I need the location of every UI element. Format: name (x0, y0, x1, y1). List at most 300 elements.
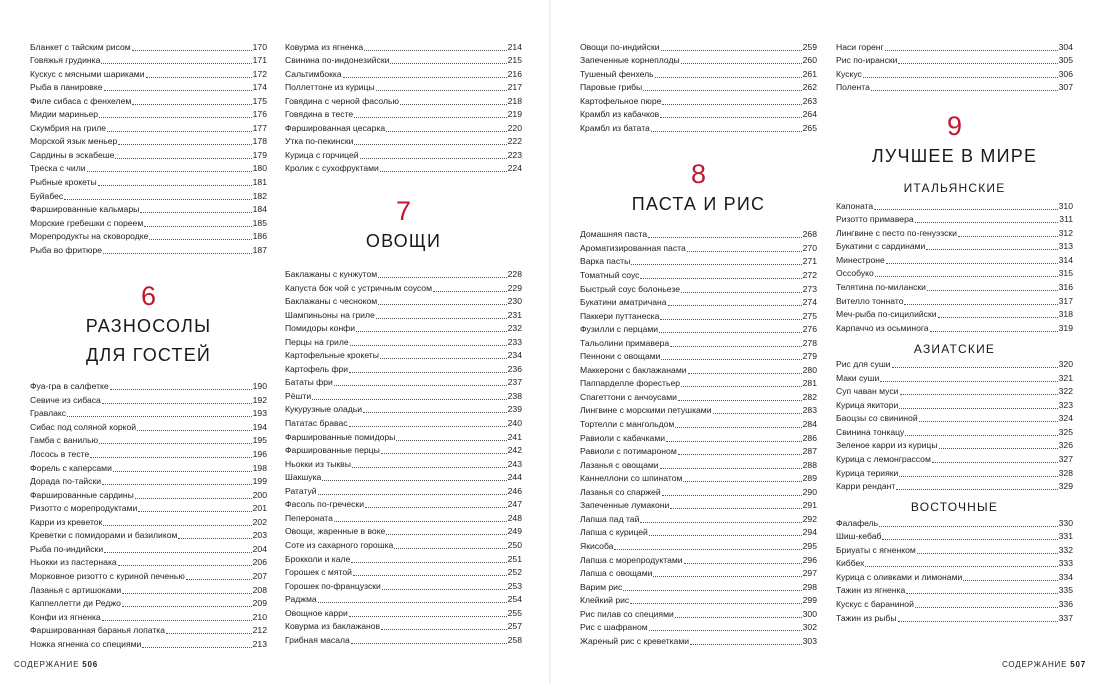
dot-leader (349, 372, 507, 373)
entry-page-number: 298 (802, 581, 817, 592)
entry-page-number: 288 (802, 459, 817, 470)
dot-leader (926, 249, 1057, 250)
toc-entry (30, 161, 267, 175)
toc-entry (836, 596, 1073, 610)
toc-entry (30, 215, 267, 229)
entry-title: Буйабес (30, 190, 64, 201)
entry-title: Лапша с морепродуктами (580, 554, 683, 565)
toc-entry (836, 397, 1073, 411)
entry-page-number: 203 (252, 530, 267, 541)
toc-entry (285, 483, 522, 497)
entry-page-number: 212 (252, 625, 267, 636)
toc-entry (30, 147, 267, 161)
toc-entry (285, 307, 522, 321)
entry-title: Букатини аматричана (580, 297, 667, 308)
toc-entry (836, 53, 1073, 67)
entry-title: Горошек с мятой (285, 567, 352, 578)
dot-leader (64, 199, 251, 200)
entry-page-number: 318 (1058, 309, 1073, 320)
entry-page-number: 180 (252, 163, 267, 174)
entry-page-number: 223 (507, 149, 522, 160)
entry-page-number: 238 (507, 390, 522, 401)
dot-leader (322, 480, 506, 481)
toc-entry (30, 487, 267, 501)
dot-leader (963, 580, 1057, 581)
dot-leader (899, 408, 1057, 409)
entry-title: Морские гребешки с пореем (30, 217, 144, 228)
entry-list (285, 266, 522, 645)
entry-page-number: 320 (1058, 359, 1073, 370)
toc-entry (580, 227, 817, 241)
entry-page-number: 299 (802, 595, 817, 606)
entry-page-number: 282 (802, 391, 817, 402)
entry-title: Равиоли с потимароном (580, 446, 677, 457)
entry-title: Картофельное пюре (580, 95, 662, 106)
toc-entry (580, 107, 817, 121)
entry-page-number: 198 (252, 462, 267, 473)
entry-page-number: 251 (507, 553, 522, 564)
toc-entry (285, 39, 522, 53)
toc-entry (285, 565, 522, 579)
toc-entry (836, 451, 1073, 465)
entry-page-number: 305 (1058, 55, 1073, 66)
toc-entry (30, 555, 267, 569)
toc-entry (30, 392, 267, 406)
section-9-heading (836, 111, 1073, 169)
dot-leader (938, 317, 1058, 318)
entry-page-number: 284 (802, 419, 817, 430)
toc-entry (30, 501, 267, 515)
entry-title: Ризотто с морепродуктами (30, 503, 138, 514)
dot-leader (886, 263, 1058, 264)
dot-leader (640, 522, 801, 523)
entry-page-number: 294 (802, 527, 817, 538)
dot-leader (142, 647, 251, 648)
section-number: 6 (140, 280, 157, 311)
dot-leader (378, 304, 506, 305)
dot-leader (898, 621, 1058, 622)
toc-entry (30, 39, 267, 53)
entry-page-number: 264 (802, 109, 817, 120)
toc-entry (580, 376, 817, 390)
toc-entry (285, 605, 522, 619)
entry-title: Лосось в тесте (30, 449, 90, 460)
dot-leader (675, 427, 801, 428)
entry-page-number: 192 (252, 394, 267, 405)
entry-page-number: 190 (252, 381, 267, 392)
entry-list (30, 39, 267, 256)
entry-title: Овощи по-индийски (580, 41, 660, 52)
entry-title: Ароматизированная паста (580, 242, 686, 253)
entry-title: Томатный соус (580, 270, 640, 281)
entry-title: Курица якитори (836, 399, 899, 410)
toc-entry (836, 384, 1073, 398)
entry-title: Якисоба (580, 540, 614, 551)
entry-page-number: 270 (802, 242, 817, 253)
toc-entry (30, 229, 267, 243)
entry-title: Овощи, жаренные в воке (285, 526, 386, 537)
dot-leader (675, 617, 802, 618)
entry-title: Капоната (836, 200, 874, 211)
dot-leader (905, 435, 1057, 436)
toc-entry (285, 66, 522, 80)
entry-title: Капуста бок чой с устричным соусом (285, 282, 432, 293)
section-8-heading (580, 159, 817, 217)
entry-list (580, 227, 817, 647)
toc-entry (30, 568, 267, 582)
toc-entry (285, 619, 522, 633)
entry-page-number: 302 (802, 622, 817, 633)
entry-page-number: 306 (1058, 68, 1073, 79)
dot-leader (343, 77, 507, 78)
entry-page-number: 252 (507, 567, 522, 578)
toc-entry (285, 321, 522, 335)
entry-title: Баклажаны с кунжутом (285, 269, 378, 280)
dot-leader (104, 552, 252, 553)
entry-title: Фуа-гра в салфетке (30, 381, 109, 392)
dot-leader (670, 508, 801, 509)
left-column-2 (285, 39, 522, 646)
section-number: 9 (946, 111, 963, 142)
entry-page-number: 248 (507, 512, 522, 523)
toc-entry (285, 415, 522, 429)
entry-page-number: 233 (507, 336, 522, 347)
entry-page-number: 243 (507, 458, 522, 469)
toc-entry (285, 361, 522, 375)
entry-title: Запеченные корнеплоды (580, 55, 680, 66)
section-title-line2: ДЛЯ ГОСТЕЙ (85, 344, 212, 365)
dot-leader (670, 346, 801, 347)
entry-title: Ножка ягненка со специями (30, 638, 142, 649)
toc-entry (836, 198, 1073, 212)
toc-entry (836, 80, 1073, 94)
entry-title: Спагеттони с анчоусами (580, 391, 677, 402)
toc-entry (30, 93, 267, 107)
entry-title: Брокколи и кале (285, 553, 351, 564)
dot-leader (681, 386, 802, 387)
entry-page-number: 328 (1058, 467, 1073, 478)
entry-title: Маккерони с баклажанами (580, 364, 687, 375)
entry-page-number: 334 (1058, 571, 1073, 582)
entry-page-number: 283 (802, 405, 817, 416)
entry-title: Рыбные крокеты (30, 177, 97, 188)
dot-leader (312, 399, 507, 400)
dot-leader (99, 117, 252, 118)
dot-leader (104, 90, 252, 91)
entry-page-number: 217 (507, 82, 522, 93)
toc-entry (580, 80, 817, 94)
entry-title: Карри рендант (836, 481, 896, 492)
dot-leader (939, 448, 1058, 449)
entry-page-number: 268 (802, 229, 817, 240)
toc-entry (836, 465, 1073, 479)
toc-entry (580, 308, 817, 322)
dot-leader (906, 593, 1057, 594)
dot-leader (396, 440, 506, 441)
entry-page-number: 208 (252, 584, 267, 595)
entry-page-number: 178 (252, 136, 267, 147)
entry-title: Домашняя паста (580, 229, 648, 240)
section-number: 8 (690, 158, 707, 189)
entry-title: Варим рис (580, 581, 623, 592)
dot-leader (381, 629, 507, 630)
entry-page-number: 331 (1058, 531, 1073, 542)
dot-leader (107, 131, 252, 132)
dot-leader (178, 538, 251, 539)
toc-entry (30, 419, 267, 433)
entry-page-number: 206 (252, 557, 267, 568)
toc-entry (836, 293, 1073, 307)
toc-entry (285, 388, 522, 402)
entry-list (836, 198, 1073, 333)
entry-page-number: 296 (802, 554, 817, 565)
entry-title: Наси горенг (836, 41, 884, 52)
entry-title: Маки суши (836, 372, 880, 383)
entry-title: Помидоры конфи (285, 323, 356, 334)
entry-title: Овощное карри (285, 607, 348, 618)
toc-entry (30, 120, 267, 134)
entry-page-number: 265 (802, 122, 817, 133)
toc-entry (580, 430, 817, 444)
dot-leader (122, 593, 251, 594)
toc-entry (580, 606, 817, 620)
dot-leader (352, 467, 507, 468)
entry-title: Тушеный фенхель (580, 68, 654, 79)
entry-title: Баоцзы со свининой (836, 413, 918, 424)
entry-page-number: 303 (802, 635, 817, 646)
entry-title: Дорада по-тайски (30, 476, 102, 487)
entry-page-number: 329 (1058, 481, 1073, 492)
toc-entry (580, 484, 817, 498)
entry-title: Паккери путтанеска (580, 310, 660, 321)
entry-page-number: 289 (802, 473, 817, 484)
toc-entry (285, 456, 522, 470)
footer-label: СОДЕРЖАНИЕ (14, 660, 80, 669)
toc-entry (285, 443, 522, 457)
dot-leader (614, 549, 801, 550)
entry-page-number: 275 (802, 310, 817, 321)
dot-leader (896, 489, 1057, 490)
entry-page-number: 263 (802, 95, 817, 106)
section-title: ОВОЩИ (365, 231, 442, 252)
entry-page-number: 224 (507, 163, 522, 174)
entry-title: Быстрый соус болоньезе (580, 283, 680, 294)
entry-page-number: 322 (1058, 386, 1073, 397)
entry-title: Филе сибаса с фенхелем (30, 95, 132, 106)
entry-title: Фаршированная баранья лопатка (30, 625, 166, 636)
dot-leader (87, 171, 252, 172)
entry-title: Курица с горчицей (285, 149, 359, 160)
toc-entry (30, 636, 267, 650)
dot-leader (863, 77, 1058, 78)
dot-leader (660, 468, 802, 469)
dot-leader (661, 359, 801, 360)
toc-entry (580, 53, 817, 67)
entry-title: Кускус с бараниной (836, 598, 914, 609)
toc-entry (285, 53, 522, 67)
entry-title: Бланкет с тайским рисом (30, 41, 131, 52)
entry-title: Каппеллетти ди Реджо (30, 598, 121, 609)
right-column-1 (580, 39, 817, 647)
dot-leader (135, 498, 252, 499)
entry-page-number: 314 (1058, 254, 1073, 265)
toc-entry (580, 254, 817, 268)
toc-entry (580, 593, 817, 607)
dot-leader (365, 507, 507, 508)
entry-title: Тальолини примавера (580, 337, 670, 348)
entry-title: Баклажаны с чесноком (285, 296, 378, 307)
dot-leader (378, 277, 506, 278)
dot-leader (915, 222, 1059, 223)
section-title: ЛУЧШЕЕ В МИРЕ (871, 146, 1038, 167)
toc-entry (285, 470, 522, 484)
entry-title: Суп чаван муси (836, 386, 899, 397)
entry-title: Крамбл из кабачков (580, 109, 660, 120)
dot-leader (640, 278, 801, 279)
entry-title: Курица терияки (836, 467, 899, 478)
dot-leader (649, 535, 802, 536)
entry-page-number: 204 (252, 543, 267, 554)
dot-leader (662, 495, 802, 496)
entry-page-number: 274 (802, 297, 817, 308)
entry-page-number: 287 (802, 446, 817, 457)
dot-leader (382, 589, 507, 590)
toc-entry (836, 542, 1073, 556)
page-footer-right (1002, 660, 1086, 669)
entry-title: Рыба во фритюре (30, 244, 103, 255)
entry-title: Поллеттоне из курицы (285, 82, 375, 93)
toc-entry (836, 479, 1073, 493)
entry-page-number: 321 (1058, 372, 1073, 383)
toc-entry (30, 596, 267, 610)
section-title-line1: РАЗНОСОЛЫ (85, 315, 212, 336)
entry-page-number: 237 (507, 377, 522, 388)
entry-page-number: 261 (802, 68, 817, 79)
entry-page-number: 286 (802, 432, 817, 443)
toc-entry (30, 379, 267, 393)
entry-page-number: 184 (252, 204, 267, 215)
dot-leader (678, 400, 802, 401)
toc-entry (30, 66, 267, 80)
entry-title: Морковное ризотто с куриной печенью (30, 570, 185, 581)
entry-page-number: 262 (802, 82, 817, 93)
entry-page-number: 310 (1058, 200, 1073, 211)
dot-leader (643, 90, 801, 91)
dot-leader (137, 430, 252, 431)
entry-title: Морепродукты на сковородке (30, 231, 149, 242)
entry-title: Сардины в эскабеше (30, 149, 115, 160)
dot-leader (351, 562, 506, 563)
entry-title: Говяжья грудинка (30, 55, 101, 66)
toc-entry (580, 120, 817, 134)
toc-entry (285, 497, 522, 511)
toc-entry (580, 633, 817, 647)
toc-entry (580, 444, 817, 458)
entry-title: Шампиньоны на гриле (285, 309, 375, 320)
entry-page-number: 193 (252, 408, 267, 419)
entry-page-number: 317 (1058, 295, 1073, 306)
toc-entry (836, 569, 1073, 583)
dot-leader (118, 565, 252, 566)
entry-title: Говядина в тесте (285, 109, 354, 120)
entry-title: Бататы фри (285, 377, 333, 388)
right-page (550, 0, 1100, 684)
entry-title: Фаршированные кальмары (30, 204, 140, 215)
entry-title: Рис с шафраном (580, 622, 648, 633)
entry-page-number: 171 (252, 55, 267, 66)
entry-page-number: 336 (1058, 598, 1073, 609)
toc-entry (30, 242, 267, 256)
toc-entry (580, 349, 817, 363)
entry-title: Ковурма из баклажанов (285, 621, 381, 632)
entry-title: Кролик с сухофруктами (285, 163, 379, 174)
toc-entry (285, 375, 522, 389)
entry-page-number: 291 (802, 500, 817, 511)
toc-entry (30, 53, 267, 67)
subsection-title-asian: АЗИАТСКИЕ (913, 341, 996, 356)
dot-leader (390, 63, 506, 64)
dot-leader (149, 239, 251, 240)
entry-title: Сибас под соляной коркой (30, 421, 137, 432)
left-column-1 (30, 39, 267, 650)
entry-title: Скумбрия на гриле (30, 122, 107, 133)
toc-entry (836, 225, 1073, 239)
toc-entry (285, 294, 522, 308)
entry-title: Ньокки из тыквы (285, 458, 351, 469)
toc-entry (836, 39, 1073, 53)
entry-title: Зеленое карри из курицы (836, 440, 938, 451)
toc-entry (580, 66, 817, 80)
entry-page-number: 222 (507, 136, 522, 147)
entry-title: Лазанья со спаржей (580, 486, 661, 497)
entry-page-number: 292 (802, 513, 817, 524)
page-footer-left (14, 660, 98, 669)
dot-leader (623, 590, 801, 591)
dot-leader (899, 476, 1057, 477)
entry-title: Мидии мариньер (30, 109, 99, 120)
dot-leader (394, 548, 506, 549)
entry-page-number: 176 (252, 109, 267, 120)
entry-title: Крамбл из батата (580, 122, 650, 133)
entry-page-number: 231 (507, 309, 522, 320)
entry-page-number: 196 (252, 449, 267, 460)
entry-title: Треска с чили (30, 163, 86, 174)
entry-page-number: 272 (802, 270, 817, 281)
entry-title: Тажин из ягненка (836, 585, 906, 596)
entry-title: Свинина тонкацу (836, 426, 905, 437)
dot-leader (666, 441, 802, 442)
dot-leader (386, 131, 507, 132)
entry-title: Карпаччо из осьминога (836, 322, 929, 333)
dot-leader (90, 457, 251, 458)
entry-title: Картофель фри (285, 363, 349, 374)
toc-entry (285, 348, 522, 362)
entry-title: Лингвине с песто по-генуэзски (836, 227, 957, 238)
dot-leader (865, 566, 1057, 567)
entry-page-number: 273 (802, 283, 817, 294)
toc-entry (580, 335, 817, 349)
toc-entry (580, 566, 817, 580)
dot-leader (882, 539, 1057, 540)
toc-entry (30, 582, 267, 596)
entry-page-number: 307 (1058, 82, 1073, 93)
dot-leader (351, 643, 507, 644)
dot-leader (683, 481, 801, 482)
entry-page-number: 249 (507, 526, 522, 537)
toc-entry (580, 511, 817, 525)
toc-entry (30, 433, 267, 447)
dot-leader (118, 144, 251, 145)
